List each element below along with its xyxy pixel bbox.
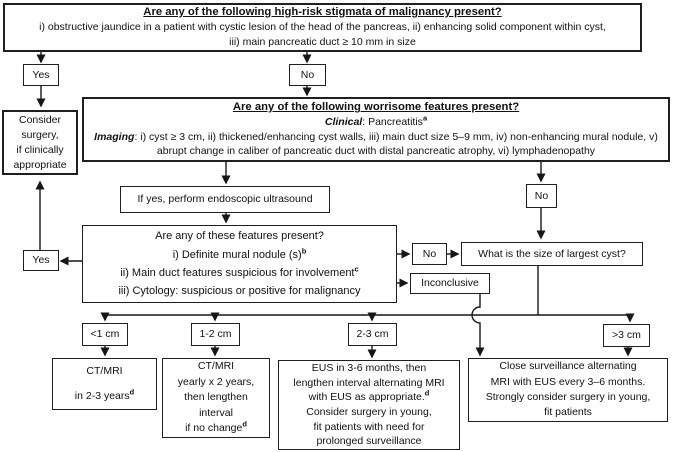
plan-eus-3-6-months-box <box>278 360 460 450</box>
high-risk-title: Are any of the following high-risk stigmata of malignancy present? <box>143 5 502 18</box>
plan-a-sup: d <box>129 387 135 397</box>
size-gt3cm-box <box>603 324 650 347</box>
worrisome-imaging-label: Imaging <box>94 130 135 143</box>
features-yes-label: Yes <box>32 254 50 266</box>
plan-close-surveillance-box <box>468 358 668 422</box>
eus-features-item3: iii) Cytology: suspicious or positive for malignancy <box>118 285 361 298</box>
eus-features-item2 <box>120 264 358 282</box>
features-no-box <box>412 243 447 265</box>
plan-d-line2: MRI with EUS every 3–6 months. <box>490 375 646 388</box>
size-1-2cm-box <box>191 323 240 346</box>
arrow-inconclusive-to-plan-d-jump <box>472 293 480 355</box>
worrisome-clinical-line <box>325 115 427 130</box>
plan-c-line5: fit patients with need for <box>313 420 425 433</box>
high-risk-no-label: No <box>300 68 315 81</box>
perform-eus-label: If yes, perform endoscopic ultrasound <box>137 193 313 205</box>
plan-d-line1: Close surveillance alternating <box>499 360 637 373</box>
consider-surgery-line1: Consider <box>18 113 62 126</box>
plan-b-line3: then lengthen <box>184 391 248 404</box>
eus-features-item1 <box>173 246 307 264</box>
plan-a-line2-text: in 2-3 years <box>74 390 130 402</box>
plan-ct-mri-2-3-years-box <box>52 358 157 410</box>
high-risk-yes-label: Yes <box>32 68 50 81</box>
eus-features-item1-text: i) Definite mural nodule (s) <box>172 248 302 261</box>
eus-features-item2-sup: c <box>354 264 359 274</box>
plan-b-line2: yearly x 2 years, <box>177 375 255 388</box>
worrisome-clinical-sup: a <box>422 113 428 123</box>
size-lt1cm-label: <1 cm <box>90 328 120 340</box>
high-risk-line2: iii) main pancreatic duct ≥ 10 mm in size <box>229 36 416 49</box>
perform-eus-box <box>120 186 330 213</box>
plan-b-line5 <box>185 421 247 437</box>
consider-surgery-line2: surgery, <box>21 128 59 141</box>
eus-features-question: Are any of these features present? <box>155 230 324 243</box>
eus-features-item2-text: ii) Main duct features suspicious for involvement <box>120 267 355 279</box>
consider-surgery-box <box>2 110 78 175</box>
plan-c-line4: Consider surgery in young, <box>306 406 432 418</box>
worrisome-clinical-text: : Pancreatitis <box>362 116 423 129</box>
eus-features-item1-sup: b <box>301 245 307 255</box>
worrisome-title: Are any of the following worrisome features present? <box>232 101 520 114</box>
consider-surgery-line4: appropriate <box>13 158 67 171</box>
features-yes-box <box>23 250 59 271</box>
cyst-size-question-label: What is the size of largest cyst? <box>478 247 626 260</box>
high-risk-stigmata-box <box>3 3 642 52</box>
plan-b-sup: d <box>242 419 247 429</box>
high-risk-no-box <box>289 64 326 86</box>
plan-b-line1: CT/MRI <box>197 360 235 373</box>
size-lt1cm-box <box>82 323 128 346</box>
plan-d-line3: Strongly consider surgery in young, <box>485 391 651 403</box>
worrisome-clinical-label: Clinical <box>324 116 363 129</box>
worrisome-imaging-line <box>88 130 664 159</box>
high-risk-line1: i) obstructive jaundice in a patient with cystic lesion of the head of the pancreas, ii) enhancing solid component within cyst, <box>39 21 606 34</box>
size-2-3cm-box <box>348 323 397 346</box>
consider-surgery-line3: if clinically <box>16 143 64 156</box>
plan-c-line1: EUS in 3-6 months, then <box>311 361 427 374</box>
plan-c-line3 <box>309 390 430 405</box>
worrisome-no-box <box>526 184 557 208</box>
eus-features-box <box>82 225 397 303</box>
inconclusive-label: Inconclusive <box>421 277 479 289</box>
plan-c-sup: d <box>424 388 430 398</box>
plan-ct-mri-yearly-box <box>162 358 270 438</box>
features-no-label: No <box>422 247 437 260</box>
plan-c-line3-text: with EUS as appropriate. <box>308 391 425 404</box>
plan-c-line2: lengthen interval alternating MRI <box>293 376 445 389</box>
plan-a-line1: CT/MRI <box>86 365 123 377</box>
high-risk-yes-box <box>23 64 59 86</box>
worrisome-imaging-text: : i) cyst ≥ 3 cm, ii) thickened/enhancing cyst walls, iii) main duct size 5–9 mm, iv) non-enhancing mural nodule, v) abrupt change in caliber of pancreatic duct with distal pancreatic atrophy, vi) lymphadenopathy <box>134 130 658 158</box>
worrisome-features-box <box>82 97 670 162</box>
plan-d-line4: fit patients <box>544 406 592 419</box>
plan-c-line6: prolonged surveillance <box>316 435 422 448</box>
worrisome-no-label: No <box>534 189 549 202</box>
size-1-2cm-label: 1-2 cm <box>199 328 232 340</box>
size-2-3cm-label: 2-3 cm <box>356 328 389 340</box>
plan-b-line4: interval <box>199 406 233 419</box>
inconclusive-box <box>410 273 490 294</box>
cyst-size-question-box <box>461 242 643 266</box>
size-gt3cm-label: >3 cm <box>612 329 641 341</box>
plan-b-line5-text: if no change <box>185 422 243 435</box>
plan-a-line2 <box>75 389 134 404</box>
